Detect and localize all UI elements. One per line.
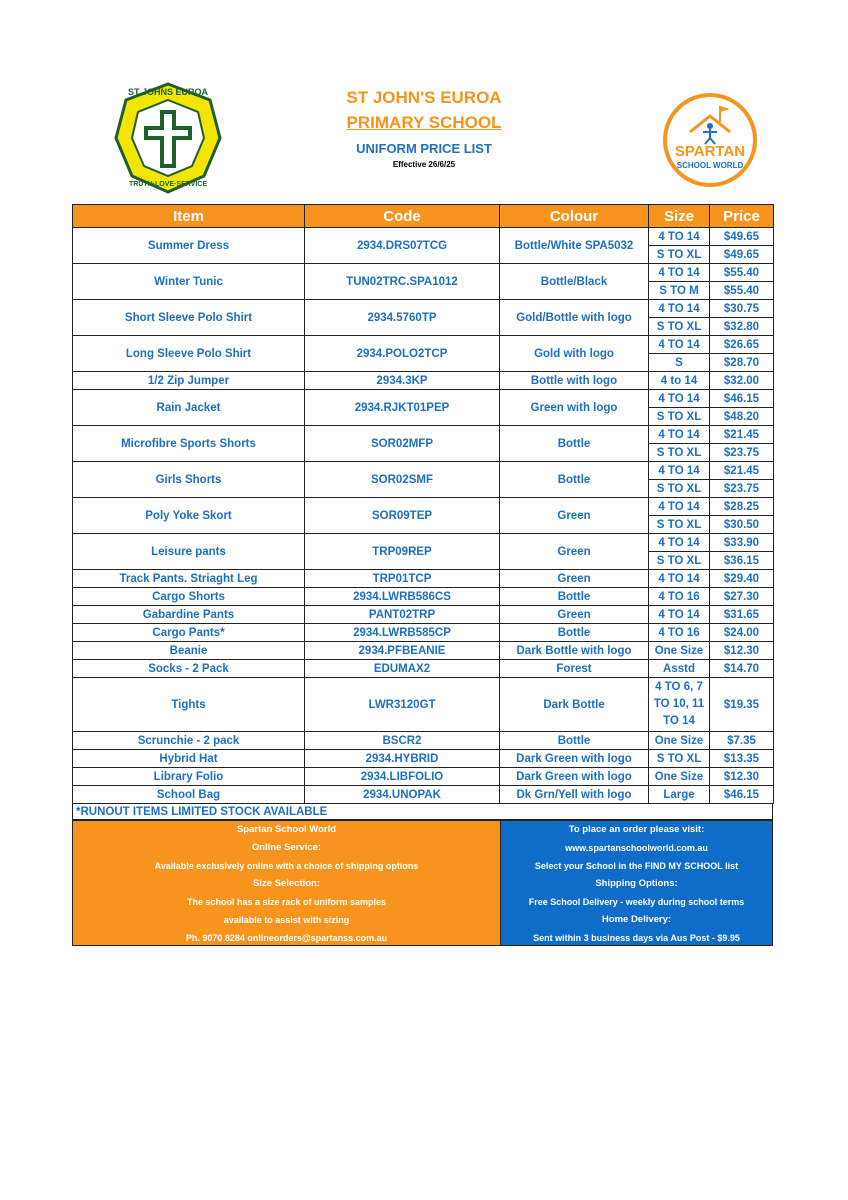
size-cell: S TO XL (649, 750, 710, 768)
table-row (73, 588, 774, 606)
code-cell: 2934.POLO2TCP (305, 336, 500, 372)
size-cell: S TO XL (649, 318, 710, 336)
table-row (73, 426, 774, 444)
colour-cell: Bottle (500, 426, 649, 462)
size-cell: 4 TO 14 (649, 426, 710, 444)
size-cell: 4 TO 14 (649, 462, 710, 480)
colour-cell: Gold with logo (500, 336, 649, 372)
ordering-info-panel (72, 820, 773, 946)
size-cell: S TO XL (649, 408, 710, 426)
size-cell: One Size (649, 732, 710, 750)
table-row (73, 660, 774, 678)
size-cell: 4 TO 14 (649, 606, 710, 624)
table-row (73, 570, 774, 588)
code-cell: 2934.PFBEANIE (305, 642, 500, 660)
table-row (73, 336, 774, 354)
item-cell: Tights (73, 678, 305, 732)
item-cell: Leisure pants (73, 534, 305, 570)
price-cell: $19.35 (710, 678, 774, 732)
price-cell: $30.75 (710, 300, 774, 318)
info-heading: Shipping Options: (595, 878, 678, 889)
item-cell: Girls Shorts (73, 462, 305, 498)
price-cell: $55.40 (710, 282, 774, 300)
colour-cell: Forest (500, 660, 649, 678)
size-cell: Large (649, 786, 710, 804)
table-row (73, 462, 774, 480)
school-name-line1: ST JOHN'S EUROA (346, 88, 502, 107)
table-row (73, 606, 774, 624)
price-cell: $28.70 (710, 354, 774, 372)
item-cell: Track Pants. Striaght Leg (73, 570, 305, 588)
colour-cell: Green (500, 498, 649, 534)
colour-cell: Dark Bottle (500, 678, 649, 732)
uniform-price-table (72, 204, 774, 804)
colour-cell: Dark Bottle with logo (500, 642, 649, 660)
size-cell: One Size (649, 768, 710, 786)
size-cell: 4 TO 14 (649, 534, 710, 552)
price-cell: $24.00 (710, 624, 774, 642)
item-cell: Beanie (73, 642, 305, 660)
table-row (73, 390, 774, 408)
size-cell: 4 TO 14 (649, 570, 710, 588)
table-row (73, 228, 774, 246)
table-row (73, 642, 774, 660)
code-cell: TRP01TCP (305, 570, 500, 588)
header-size: Size (649, 205, 710, 228)
colour-cell: Dark Green with logo (500, 768, 649, 786)
school-crest-logo (112, 80, 224, 196)
price-cell: $36.15 (710, 552, 774, 570)
header-item: Item (73, 205, 305, 228)
code-cell: 2934.LIBFOLIO (305, 768, 500, 786)
item-cell: Cargo Pants* (73, 624, 305, 642)
table-row (73, 498, 774, 516)
code-cell: 2934.LWRB585CP (305, 624, 500, 642)
price-cell: $55.40 (710, 264, 774, 282)
colour-cell: Green (500, 534, 649, 570)
info-heading: Home Delivery: (601, 914, 672, 925)
item-cell: Microfibre Sports Shorts (73, 426, 305, 462)
size-cell: 4 TO 14 (649, 498, 710, 516)
code-cell: BSCR2 (305, 732, 500, 750)
price-cell: $26.65 (710, 336, 774, 354)
size-cell: S TO XL (649, 246, 710, 264)
size-cell: 4 TO 14 (649, 336, 710, 354)
code-cell: LWR3120GT (305, 678, 500, 732)
item-cell: Rain Jacket (73, 390, 305, 426)
runout-note: *RUNOUT ITEMS LIMITED STOCK AVAILABLE (72, 804, 773, 820)
code-cell: 2934.UNOPAK (305, 786, 500, 804)
table-row (73, 750, 774, 768)
price-cell: $48.20 (710, 408, 774, 426)
size-cell: S TO XL (649, 552, 710, 570)
table-row (73, 534, 774, 552)
price-cell: $12.30 (710, 768, 774, 786)
item-cell: 1/2 Zip Jumper (73, 372, 305, 390)
table-row (73, 372, 774, 390)
title-block (300, 86, 548, 170)
table-body (73, 228, 774, 804)
info-text: Select your School in the FIND MY SCHOOL list (534, 861, 739, 871)
school-world-logo-text: SCHOOL WORLD (676, 161, 744, 170)
code-cell: SOR02SMF (305, 462, 500, 498)
info-heading: Online Service: (251, 842, 322, 853)
size-cell: S TO XL (649, 480, 710, 498)
code-cell: PANT02TRP (305, 606, 500, 624)
info-text: Free School Delivery - weekly during school terms (528, 897, 745, 907)
table-row (73, 786, 774, 804)
table-row (73, 768, 774, 786)
price-cell: $14.70 (710, 660, 774, 678)
colour-cell: Green (500, 606, 649, 624)
colour-cell: Dark Green with logo (500, 750, 649, 768)
code-cell: TRP09REP (305, 534, 500, 570)
header-code: Code (305, 205, 500, 228)
price-cell: $23.75 (710, 480, 774, 498)
info-heading: Spartan School World (236, 824, 337, 835)
colour-cell: Gold/Bottle with logo (500, 300, 649, 336)
spartan-school-world-logo (660, 92, 760, 188)
header-colour: Colour (500, 205, 649, 228)
item-cell: Short Sleeve Polo Shirt (73, 300, 305, 336)
size-cell: One Size (649, 642, 710, 660)
info-heading: Size Selection: (252, 878, 321, 889)
code-cell: 2934.LWRB586CS (305, 588, 500, 606)
price-cell: $46.15 (710, 786, 774, 804)
price-cell: $23.75 (710, 444, 774, 462)
size-cell: S TO M (649, 282, 710, 300)
colour-cell: Dk Grn/Yell with logo (500, 786, 649, 804)
info-text: www.spartanschoolworld.com.au (565, 843, 708, 853)
colour-cell: Bottle/White SPA5032 (500, 228, 649, 264)
colour-cell: Bottle/Black (500, 264, 649, 300)
price-cell: $7.35 (710, 732, 774, 750)
price-cell: $30.50 (710, 516, 774, 534)
code-cell: SOR02MFP (305, 426, 500, 462)
item-cell: Socks - 2 Pack (73, 660, 305, 678)
code-cell: EDUMAX2 (305, 660, 500, 678)
size-cell: 4 TO 6, 7 TO 10, 11 TO 14 (649, 678, 710, 732)
table-row (73, 624, 774, 642)
size-cell: 4 TO 16 (649, 624, 710, 642)
size-cell: S TO XL (649, 444, 710, 462)
table-row (73, 300, 774, 318)
item-cell: School Bag (73, 786, 305, 804)
item-cell: Poly Yoke Skort (73, 498, 305, 534)
info-text: available to assist with sizing (223, 915, 350, 925)
price-cell: $28.25 (710, 498, 774, 516)
price-cell: $27.30 (710, 588, 774, 606)
code-cell: SOR09TEP (305, 498, 500, 534)
item-cell: Winter Tunic (73, 264, 305, 300)
price-cell: $29.40 (710, 570, 774, 588)
school-name-line2: PRIMARY SCHOOL (346, 113, 502, 132)
size-cell: Asstd (649, 660, 710, 678)
info-heading: To place an order please visit: (568, 824, 705, 835)
item-cell: Library Folio (73, 768, 305, 786)
item-cell: Hybrid Hat (73, 750, 305, 768)
price-cell: $13.35 (710, 750, 774, 768)
spartan-logo-text: SPARTAN (674, 143, 746, 160)
item-cell: Gabardine Pants (73, 606, 305, 624)
price-cell: $33.90 (710, 534, 774, 552)
price-cell: $21.45 (710, 462, 774, 480)
info-text: Available exclusively online with a choice of shipping options (154, 861, 419, 871)
info-text: Sent within 3 business days via Aus Post - $9.95 (533, 933, 740, 943)
price-cell: $31.65 (710, 606, 774, 624)
item-cell: Cargo Shorts (73, 588, 305, 606)
table-header-row (73, 205, 774, 228)
spartan-info-left (73, 821, 500, 945)
colour-cell: Green (500, 570, 649, 588)
price-list-title: UNIFORM PRICE LIST (356, 141, 492, 156)
header-price: Price (710, 205, 774, 228)
size-cell: 4 TO 14 (649, 264, 710, 282)
price-cell: $32.00 (710, 372, 774, 390)
ordering-info-right (500, 821, 772, 945)
size-cell: 4 TO 16 (649, 588, 710, 606)
crest-top-text: ST JOHNS EUROA (127, 87, 209, 97)
code-cell: 2934.5760TP (305, 300, 500, 336)
info-text: Ph. 9070 8284 onlineorders@spartanss.com.au (185, 933, 388, 943)
code-cell: 2934.RJKT01PEP (305, 390, 500, 426)
crest-motto-text: TRUTH·LOVE·SERVICE (128, 181, 208, 188)
price-cell: $32.80 (710, 318, 774, 336)
colour-cell: Bottle (500, 588, 649, 606)
item-cell: Scrunchie - 2 pack (73, 732, 305, 750)
price-cell: $49.65 (710, 228, 774, 246)
code-cell: 2934.3KP (305, 372, 500, 390)
table-row (73, 264, 774, 282)
size-cell: S (649, 354, 710, 372)
item-cell: Long Sleeve Polo Shirt (73, 336, 305, 372)
colour-cell: Bottle (500, 732, 649, 750)
price-cell: $49.65 (710, 246, 774, 264)
table-row (73, 732, 774, 750)
colour-cell: Bottle with logo (500, 372, 649, 390)
code-cell: 2934.HYBRID (305, 750, 500, 768)
size-cell: S TO XL (649, 516, 710, 534)
size-cell: 4 to 14 (649, 372, 710, 390)
table-row (73, 678, 774, 732)
colour-cell: Green with logo (500, 390, 649, 426)
colour-cell: Bottle (500, 462, 649, 498)
code-cell: 2934.DRS07TCG (305, 228, 500, 264)
colour-cell: Bottle (500, 624, 649, 642)
price-cell: $46.15 (710, 390, 774, 408)
size-cell: 4 TO 14 (649, 228, 710, 246)
code-cell: TUN02TRC.SPA1012 (305, 264, 500, 300)
effective-date: Effective 26/6/25 (392, 160, 456, 169)
size-cell: 4 TO 14 (649, 300, 710, 318)
item-cell: Summer Dress (73, 228, 305, 264)
info-text: The school has a size rack of uniform samples (186, 897, 387, 907)
price-cell: $12.30 (710, 642, 774, 660)
size-cell: 4 TO 14 (649, 390, 710, 408)
price-cell: $21.45 (710, 426, 774, 444)
